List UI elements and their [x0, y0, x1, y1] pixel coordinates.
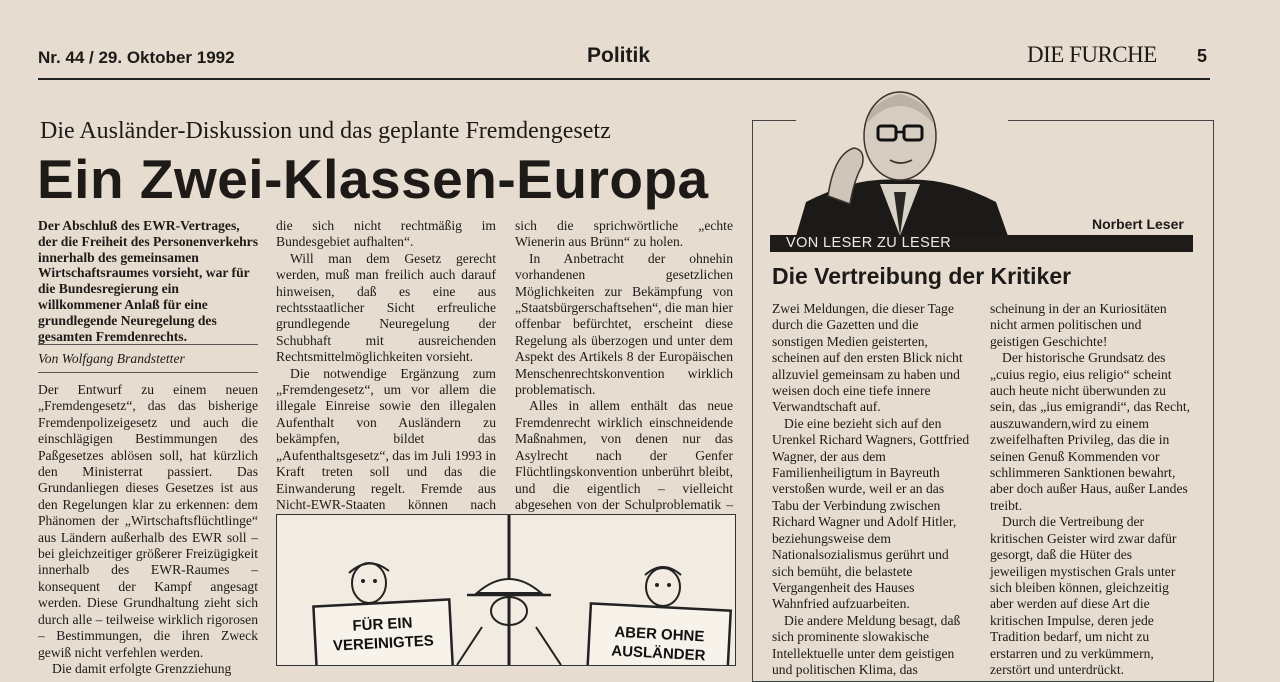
paragraph: scheinung in der an Kuriositäten nicht armen politischen und geistigen Geschichte! [990, 301, 1167, 349]
article-column-2 [276, 218, 496, 546]
paragraph: Die notwendige Ergänzung zum „Fremdengesetz“, um vor allem die illegale Einreise sowie den illegalen Aufenthalt von Ausländern zu bekämpfen, bildet das „Aufenthaltsgesetz“, das im Juli 1993 in Kraft treten soll und das die Einwanderung regelt. Fremde aus Nicht-EWR-Staaten können nach [276, 365, 496, 512]
paragraph: Will man dem Gesetz gerecht werden, muß man freilich auch darauf hinweisen, daß es eine aus rechtsstaatlicher Sicht erfreuliche grundlegende Neuregelung der Schubhaft mit ausreichenden Rechtsmittelmöglichkeiten vorsieht. [276, 250, 496, 365]
author-rule [38, 372, 258, 373]
column-headline: Die Vertreibung der Kritiker [772, 263, 1072, 289]
paragraph: Der Entwurf zu einem neuen „Fremdengesetz“, das das bisherige Fremdenpolizeigesetz und auch die einschlägigen Bestimmungen des Paßgesetzes ablösen soll, hat kürzlich den Ministerrat passiert. Das Grundanliegen dieses Gesetzes ist aus den Regelungen klar zu erkennen: dem Phänomen der „Wirtschaftsflüchtlinge“ aus Ländern außerhalb des EWR soll – bei gleichzeitiger größerer Freizügigkeit innerhalb des EWR-Raumes – konsequent der Kampf angesagt werden. Diese Grundhaltung zieht sich durch alle – teilweise wirklich rigorosen – Bestimmungen, die ihren Zweck gewiß nicht verfehlen werden. [38, 382, 258, 660]
paragraph: Die damit erfolgte Grenzziehung [52, 660, 232, 676]
paragraph: Die eine bezieht sich auf den Urenkel Richard Wagners, Gottfried Wagner, der aus dem Familienheiligtum in Bayreuth verstoßen wurde, weil er an das Tabu der Verbindung zwischen Richard Wagner und Adolf Hitler, beziehungsweise dem Nationalsozialismus gerührt und sich bemüht, die belastete Vergangenheit des Hauses Wahnfried aufzuarbeiten. [772, 415, 970, 612]
header-rule [38, 78, 1210, 80]
cartoon-drawing [277, 515, 735, 665]
author-rule [38, 344, 258, 345]
columnist-portrait [796, 84, 1008, 236]
article-lead: Der Abschluß des EWR-Vertrages, der die Freiheit des Personenverkehrs innerhalb des gemeinsamen Wirtschaftsraumes vorsieht, war für die Bundesregierung ein willkommener Anlaß für eine grundlegende Neuregelung des gesamten Fremdenrechts. [38, 218, 258, 344]
paragraph: Der historische Grundsatz des „cuius regio, eius religio“ scheint auch heute nicht überwunden zu sein, das „ius emigrandi“, das Recht, auszuwandern,wird zu einem zweifelhaften Privileg, das die in seinen Genuß Kommenden vor schlimmeren Sanktionen bewahrt, aber doch außer Haus, außer Landes treibt. [990, 350, 1191, 513]
newspaper-logo: DIE FURCHE [1027, 42, 1157, 67]
paragraph: Alles in allem enthält das neue Fremdenrecht wirklich einschneidende Maßnahmen, von denen nur das Asylrecht nach der Genfer Flüchtlingskonvention unberührt bleibt, und die eigentlich – vielleicht abgesehen von der Schulproblematik – [515, 398, 733, 512]
article-column-1 [38, 382, 258, 677]
cartoon-sign-right: ABER OHNEAUSLÄNDER [610, 623, 706, 665]
article-author: Von Wolfgang Brandstetter [38, 351, 185, 366]
columnist-name: Norbert Leser [1092, 216, 1184, 232]
paragraph: Die andere Meldung besagt, daß sich prominente slowakische Intellektuelle unter dem geistigen und politischen Klima, das [772, 612, 961, 677]
article-headline: Ein Zwei-Klassen-Europa [37, 148, 709, 210]
cartoon-sign-left: FÜR EINVEREINIGTES [332, 614, 435, 655]
section-title: Politik [587, 44, 651, 67]
column-text-2 [990, 301, 1192, 678]
article-kicker: Die Ausländer-Diskussion und das geplante Fremdengesetz [40, 118, 611, 144]
paragraph: die sich nicht rechtmäßig im Bundesgebiet aufhalten“. [276, 218, 496, 250]
page-number: 5 [1197, 46, 1208, 66]
issue-date: Nr. 44 / 29. Oktober 1992 [38, 48, 235, 67]
column-text-1 [772, 301, 972, 678]
paragraph: Durch die Vertreibung der kritischen Geister wird zwar dafür gesorgt, daß die Hüter des jeweiligen mystischen Grals unter sich bleiben können, gleichzeitig aber werden auf diese Art die kritischen Impulse, deren jede Tradition bedarf, um nicht zu erstarren und zu verkümmern, zerstört und unterdrückt. [990, 514, 1177, 677]
paragraph: In Anbetracht der ohnehin vorhandenen gesetzlichen Möglichkeiten zur Bekämpfung von „Staatsbürgerschaftsehen“, die man hier offenbar befürchtet, erscheint diese Regelung als überzogen und unter dem Aspekt des Artikels 8 der Europäischen Menschenrechtskonvention wirklich problematisch. [515, 250, 733, 398]
paragraph: sich die sprichwörtliche „echte Wienerin aus Brünn“ zu holen. [515, 218, 733, 250]
paragraph: Zwei Meldungen, die dieser Tage durch die Gazetten und die sonstigen Medien geisterten, scheinen auf den ersten Blick nicht allzuviel gemeinsam zu haben und weisen doch eine tiefe innere Verwandtschaft auf. [772, 301, 963, 415]
article-column-3 [515, 218, 733, 546]
cartoon [276, 514, 736, 666]
rubric-title: VON LESER ZU LESER [786, 235, 952, 251]
